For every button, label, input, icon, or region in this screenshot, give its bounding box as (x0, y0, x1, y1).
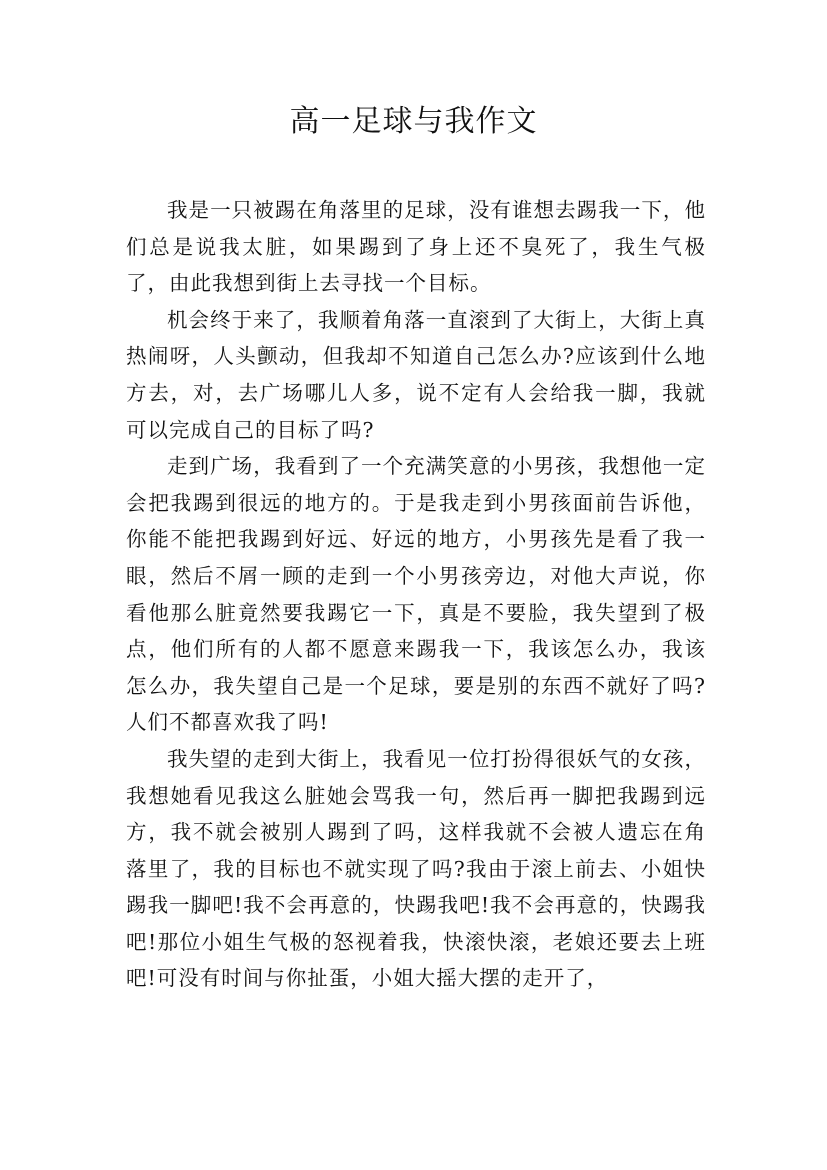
paragraph-3: 走到广场，我看到了一个充满笑意的小男孩，我想他一定会把我踢到很远的地方的。于是我走到小男孩面前告诉他，你能不能把我踢到好远、好远的地方，小男孩先是看了我一眼，然后不屑一顾的走到一个小男孩旁边，对他大声说，你看他那么脏竟然要我踢它一下，真是不要脸，我失望到了极点，他们所有的人都不愿意来踢我一下，我该怎么办，我该怎么办，我失望自己是一个足球，要是别的东西不就好了吗?人们不都喜欢我了吗! (126, 454, 706, 735)
document-title: 高一足球与我作文 (289, 104, 538, 139)
paragraph-4: 我失望的走到大街上，我看见一位打扮得很妖气的女孩，我想她看见我这么脏她会骂我一句，然后再一脚把我踢到远方，我不就会被别人踢到了吗，这样我就不会被人遗忘在角落里了，我的目标也不就实现了吗?我由于滚上前去、小姐快踢我一脚吧!我不会再意的，快踢我吧!我不会再意的，快踢我吧!那位小姐生气极的怒视着我，快滚快滚，老娘还要去上班吧!可没有时间与你扯蛋，小姐大摇大摆的走开了， (126, 746, 706, 991)
paragraph-1: 我是一只被踢在角落里的足球，没有谁想去踢我一下，他们总是说我太脏，如果踢到了身上还不臭死了，我生气极了，由此我想到街上去寻找一个目标。 (126, 198, 706, 296)
paragraph-2: 机会终于来了，我顺着角落一直滚到了大街上，大街上真热闹呀，人头颤动，但我却不知道自己怎么办?应该到什么地方去，对，去广场哪儿人多，说不定有人会给我一脚，我就可以完成自己的目标了吗? (126, 307, 706, 442)
document-body (126, 192, 706, 997)
